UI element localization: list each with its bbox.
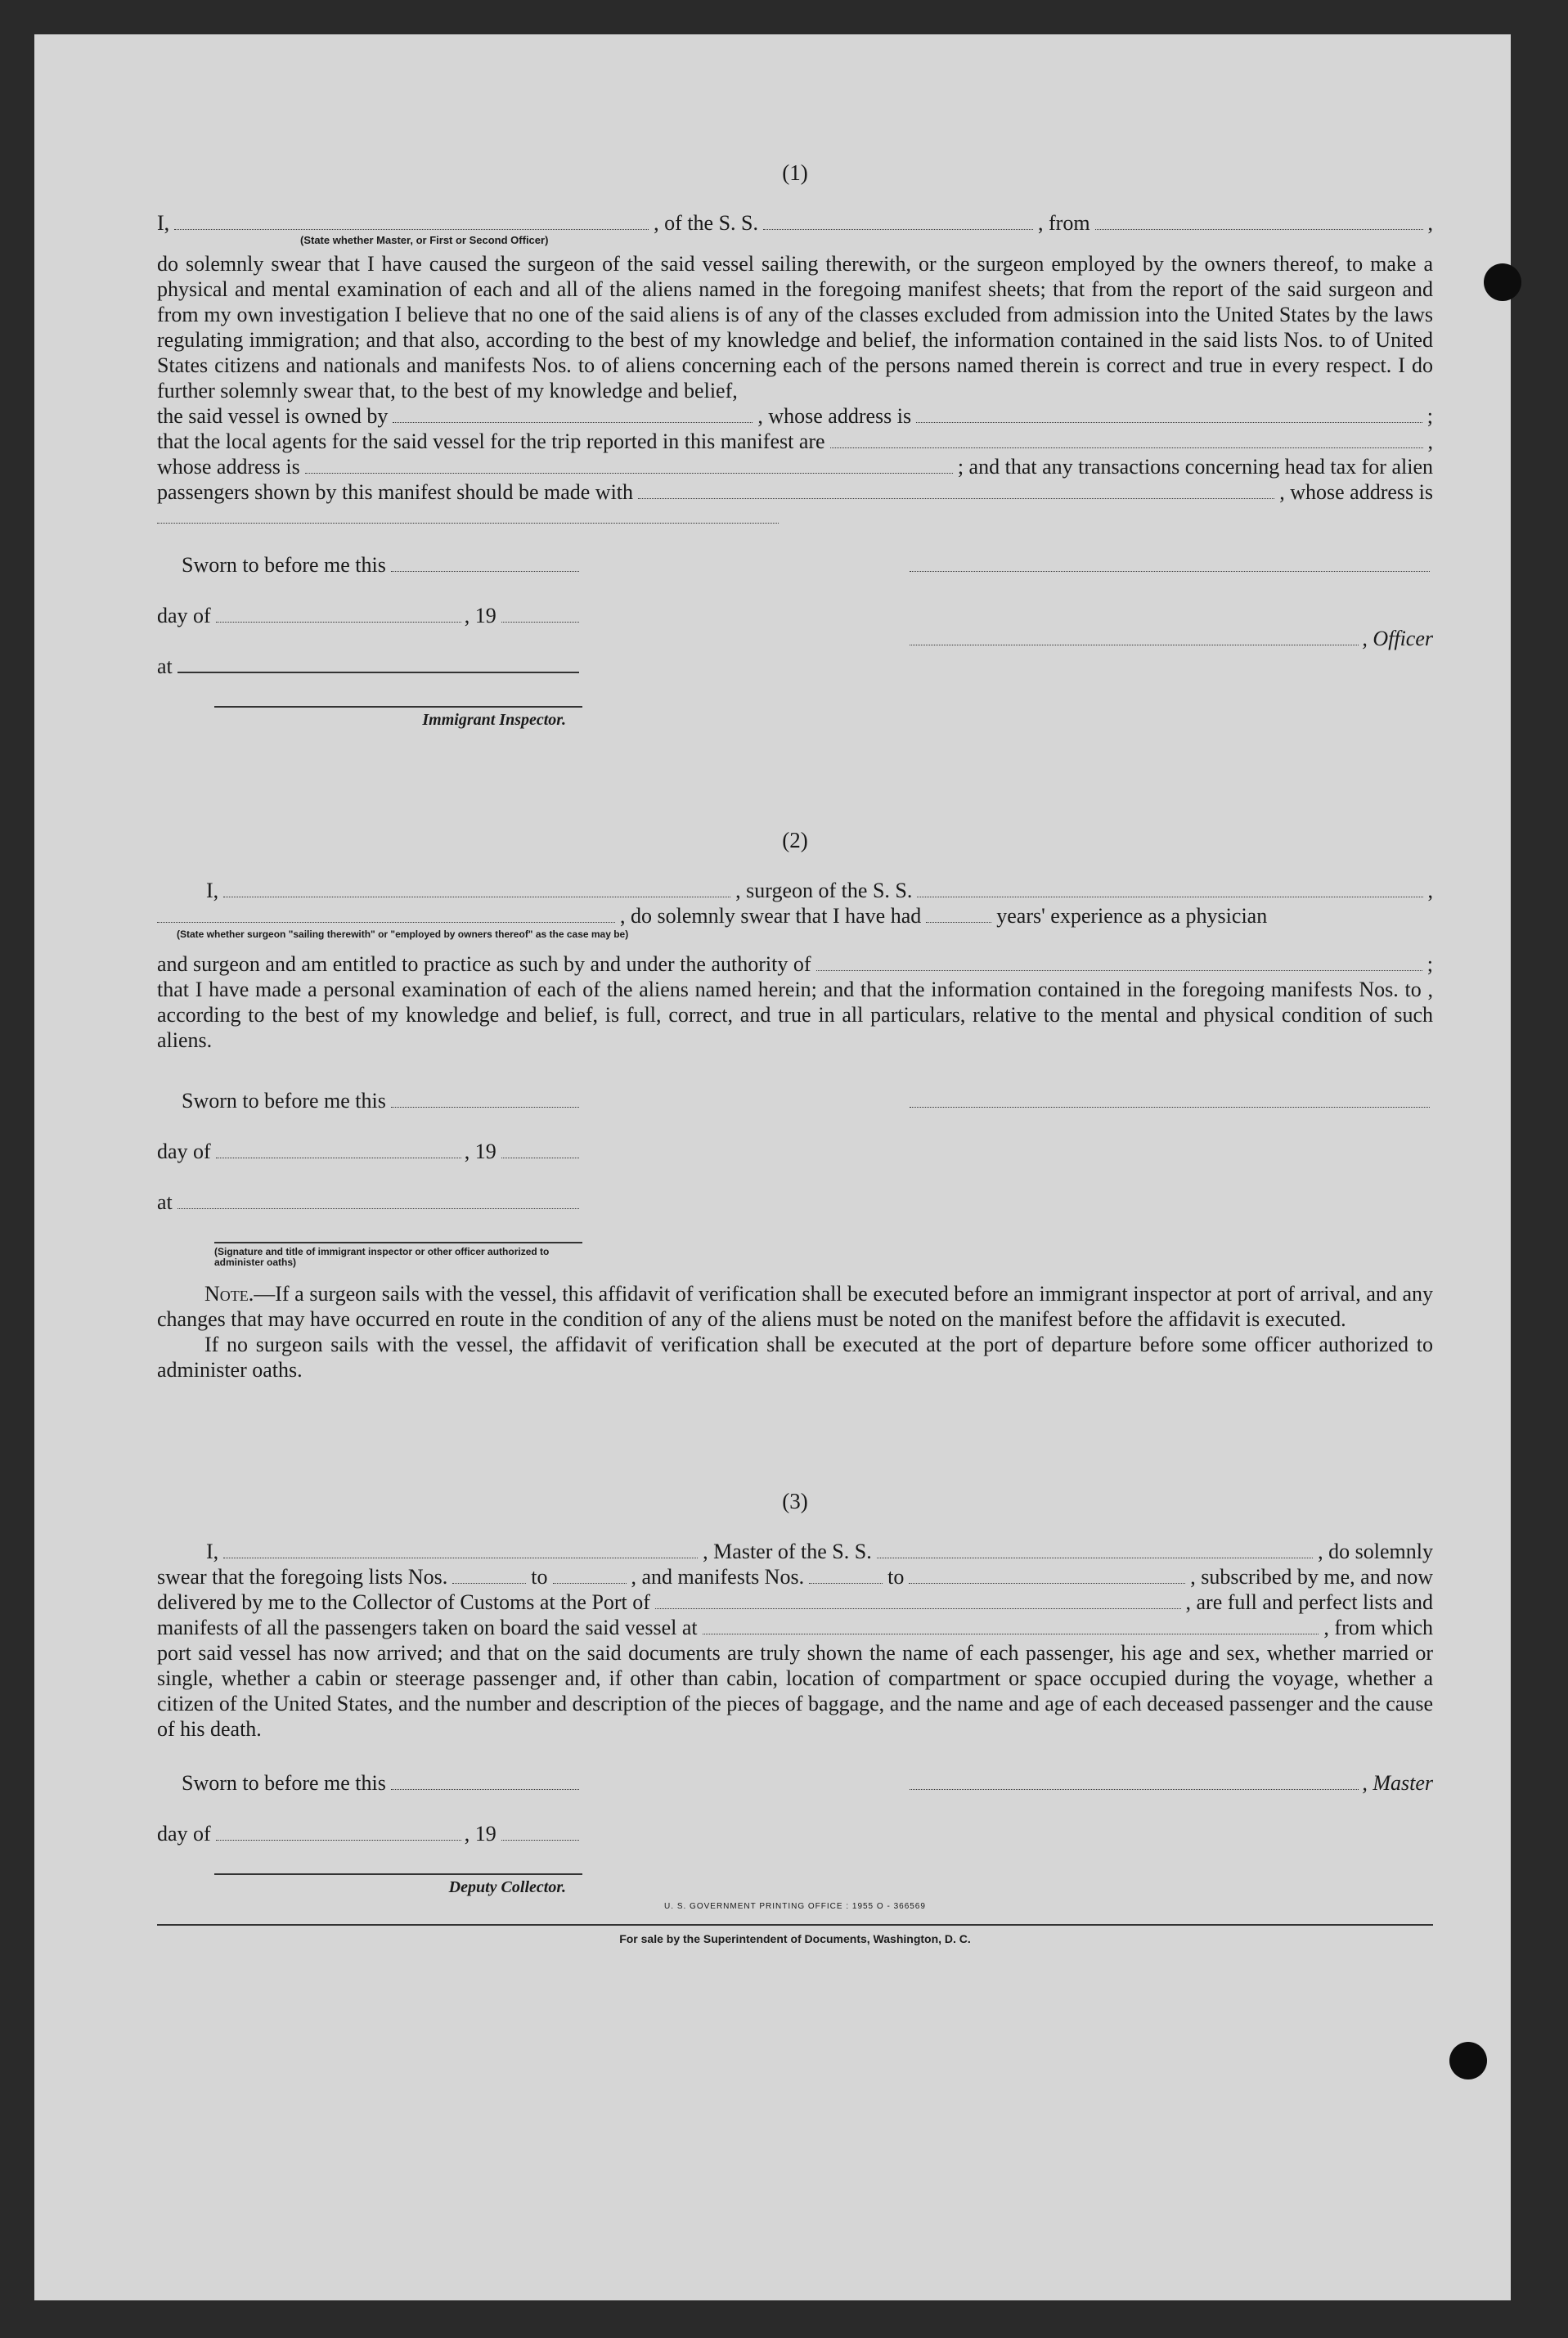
vessel-name-field[interactable]: [763, 229, 1033, 230]
s1-place-field[interactable]: [177, 672, 579, 673]
s2-line-1: I, , surgeon of the S. S. ,: [206, 879, 1433, 902]
agents-address-field[interactable]: [305, 473, 953, 474]
punch-hole-top: [1484, 263, 1521, 301]
s1-year-field[interactable]: [501, 622, 579, 623]
footer-rule: [157, 1924, 1433, 1926]
s1-owned-line: the said vessel is owned by , whose address is ;: [157, 404, 1433, 428]
officer-signature-field[interactable]: [910, 571, 1430, 572]
s1-agents-line: that the local agents for the said vessel for the trip reported in this manifest are ,: [157, 429, 1433, 453]
owner-address-field[interactable]: [916, 422, 1422, 423]
s2-note-2: If no surgeon sails with the vessel, the affidavit of verification shall be executed at the port of departure before some officer authorized to administer oaths.: [157, 1333, 1433, 1382]
s2-paragraph: that I have made a personal examination of each of the aliens named herein; and that the information contained in the foregoing manifests Nos. to , according to the best of my knowledge and belief, is full, correct, and true in all particulars, relative to the mental and physical condition of such aliens.: [157, 978, 1434, 1052]
officer-name-field[interactable]: [174, 229, 649, 230]
s1-passengers-line: passengers shown by this manifest should be made with , whose address is: [157, 480, 1433, 504]
s1-month-field[interactable]: [216, 622, 461, 623]
s1-sworn-day-field[interactable]: [391, 571, 579, 572]
form-sheet: [34, 34, 1511, 2300]
section-number-2: (2): [782, 828, 808, 852]
s3-line-2: swear that the foregoing lists Nos. to , and manifests Nos. to , subscribed by me, and now: [157, 1565, 1433, 1589]
gpo-imprint: U. S. GOVERNMENT PRINTING OFFICE : 1955 O - 366569: [664, 1902, 926, 1911]
surgeon-status-field[interactable]: [157, 922, 615, 923]
s3-sworn-block: Sworn to before me this day of , 19 Deputy Collector. , Master: [157, 1771, 1433, 1896]
s2-inspector-signature-line[interactable]: [214, 1241, 582, 1243]
s2-place-field[interactable]: [177, 1208, 579, 1209]
s2-sworn-day-field[interactable]: [391, 1107, 579, 1108]
s1-sworn-block: Sworn to before me this day of , 19 at Immigrant Inspector. , Officer: [157, 553, 1433, 729]
s3-manifests-from-field[interactable]: [809, 1583, 883, 1584]
s2-line-3: and surgeon and am entitled to practice as such by and under the authority of ;: [157, 952, 1433, 976]
s3-line-4: manifests of all the passengers taken on board the said vessel at , from which: [157, 1616, 1433, 1639]
s3-paragraph: port said vessel has now arrived; and that on the said documents are truly shown the name of each passenger, his age and sex, whether married or single, whether a cabin or steerage passenger and, if other than cabin, location of compartment or space occupied during the voyage, whether a citizen of the United States, and the number and description of the pieces of baggage, and the name and age of each deceased passenger and the cause of his death.: [157, 1641, 1433, 1741]
master-signature-field[interactable]: [910, 1789, 1359, 1790]
s2-signature-caption: (Signature and title of immigrant inspector or other officer authorized to administer oaths): [214, 1246, 550, 1268]
s3-lists-from-field[interactable]: [452, 1583, 526, 1584]
head-tax-address-field[interactable]: [157, 505, 779, 524]
years-experience-field[interactable]: [926, 922, 991, 923]
owner-field[interactable]: [393, 422, 753, 423]
s1-line-1: I, , of the S. S. , from ,: [157, 211, 1433, 235]
s1-paragraph: do solemnly swear that I have caused the surgeon of the said vessel sailing therewith, or the surgeon employed by the owners thereof, to make a physical and mental examination of each and all of the aliens named in the foregoing manifest sheets; that from the report of the said surgeon and from my own investigation I believe that no one of the said aliens is of any of the classes excluded from admission into the United States by the laws regulating immigration; and that also, according to the best of my knowledge and belief, the information contained in the said lists Nos. to of United States citizens and nationals and manifests Nos. to of aliens concerning each of the persons named therein is correct and true in every respect. I do further solemnly swear that, to the best of my knowledge and belief,: [157, 252, 1434, 402]
inspector-caption: Immigrant Inspector.: [422, 711, 566, 729]
s2-sworn-block: Sworn to before me this day of , 19 at (Signature and title of immigrant inspector or other officer authorized to administer oaths): [157, 1089, 1433, 1268]
s3-month-field[interactable]: [216, 1840, 461, 1841]
deputy-signature-line[interactable]: [214, 1873, 582, 1875]
agents-field[interactable]: [830, 447, 1423, 448]
s3-manifests-to-field[interactable]: [909, 1583, 1185, 1584]
form-content: [157, 133, 1433, 1945]
section-number-3: (3): [782, 1489, 808, 1513]
port-of-arrival-field[interactable]: [655, 1608, 1181, 1609]
s3-line-3: delivered by me to the Collector of Customs at the Port of , are full and perfect lists and: [157, 1590, 1433, 1614]
head-tax-party-field[interactable]: [638, 498, 1274, 499]
sale-notice: For sale by the Superintendent of Documents, Washington, D. C.: [619, 1932, 971, 1945]
section-number-1: (1): [782, 160, 808, 185]
s3-year-field[interactable]: [501, 1840, 579, 1841]
s2-note-1: Note.—If a surgeon sails with the vessel, this affidavit of verification shall be executed before an immigrant inspector at port of arrival, and any changes that may have occurred en route in the condition of any of the aliens must be noted on the manifest before the affidavit is executed.: [157, 1282, 1433, 1331]
s2-status-note: (State whether surgeon "sailing therewith" or "employed by owners thereof" as the case may be): [177, 928, 629, 940]
surgeon-signature-field[interactable]: [910, 1107, 1430, 1108]
s1-address-line: whose address is ; and that any transactions concerning head tax for alien: [157, 455, 1433, 479]
s2-line-2: , do solemnly swear that I have had years' experience as a physician: [157, 903, 1433, 928]
punch-hole-bottom: [1449, 2042, 1487, 2079]
practice-authority-field[interactable]: [816, 970, 1422, 971]
s3-lists-to-field[interactable]: [553, 1583, 627, 1584]
s3-sworn-day-field[interactable]: [391, 1789, 579, 1790]
inspector-signature-line[interactable]: [214, 705, 582, 708]
deputy-caption: Deputy Collector.: [448, 1878, 566, 1896]
s1-rank-note: (State whether Master, or First or Second Officer): [300, 234, 549, 246]
s3-line-1: I, , Master of the S. S. , do solemnly: [206, 1540, 1433, 1563]
port-from-field[interactable]: [1095, 229, 1423, 230]
